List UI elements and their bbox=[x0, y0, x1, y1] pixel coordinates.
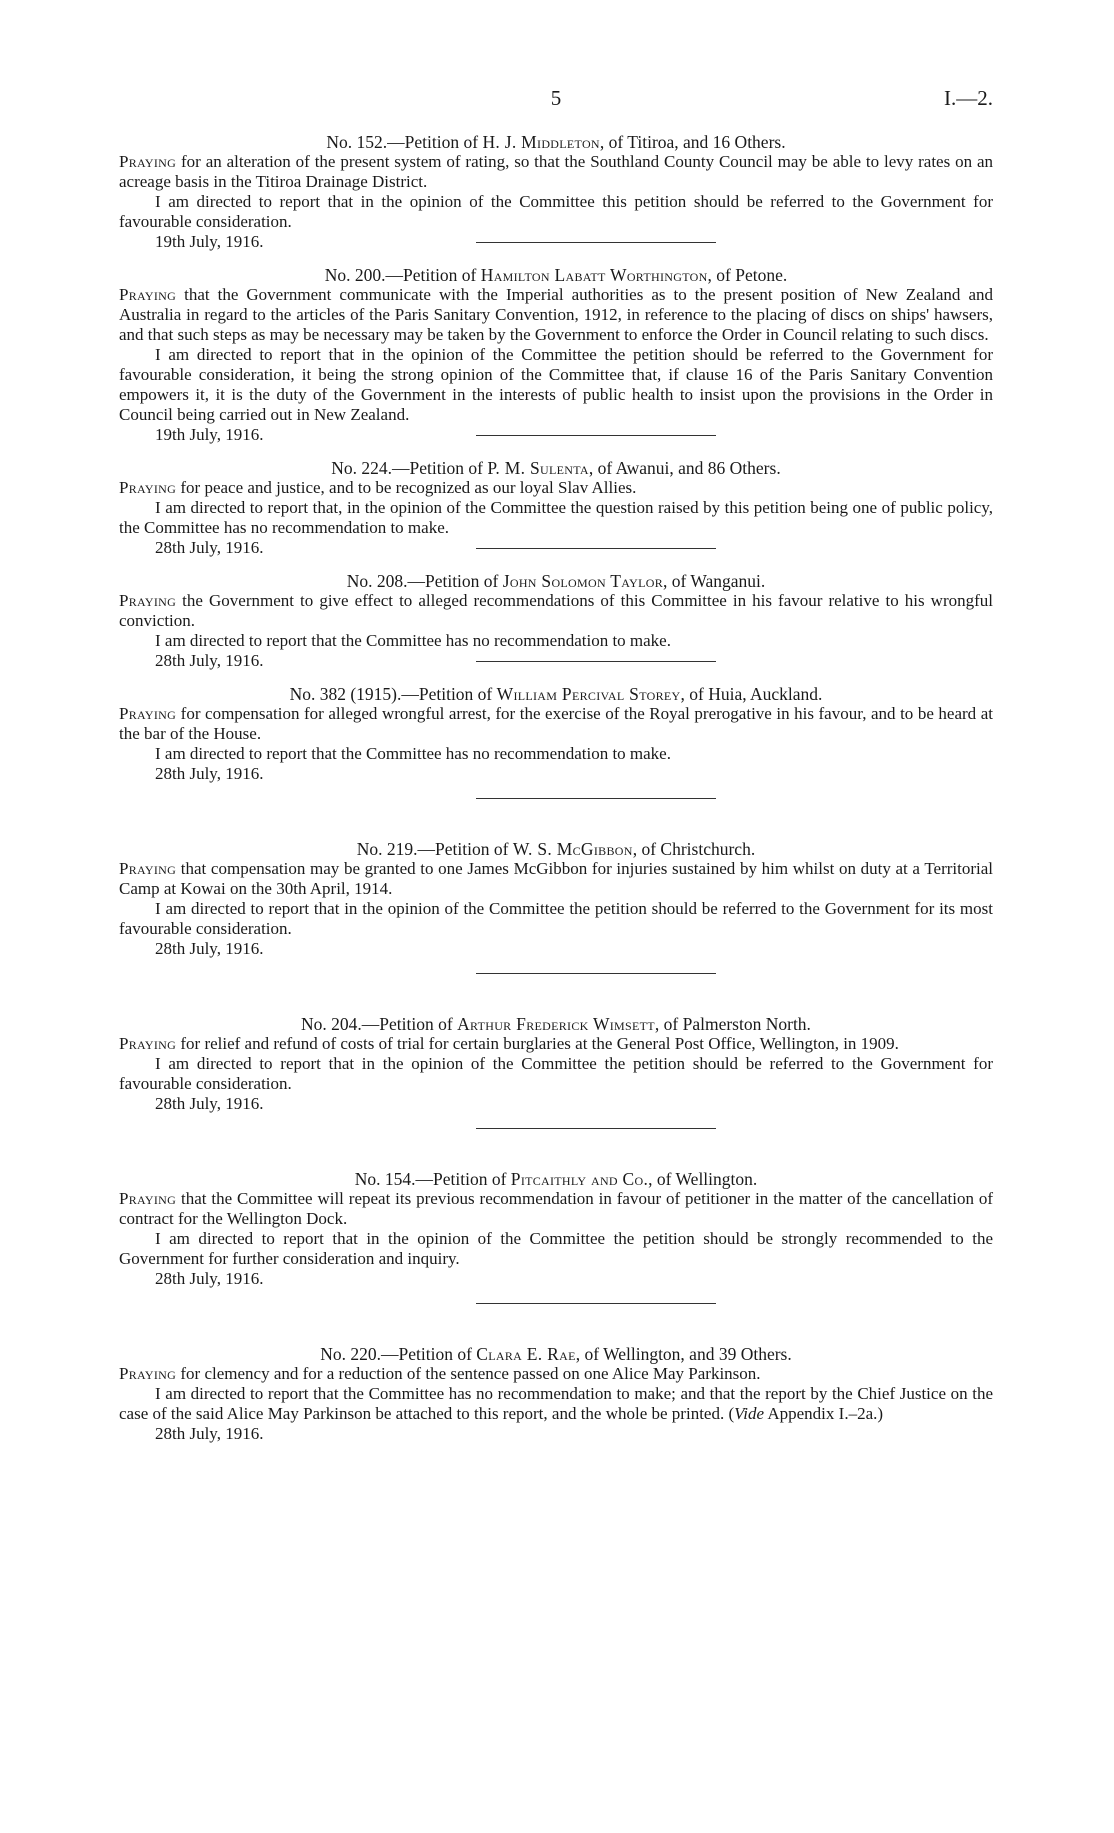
petition-heading: No. 224.—Petition of P. M. Sulenta, of Awanui, and 86 Others. bbox=[331, 458, 781, 478]
section-divider bbox=[476, 1303, 716, 1304]
praying-paragraph: Praying that the Government communicate with the Imperial authorities as to the present position of New Zealand and Australia in regard to the articles of the Paris Sanitary Convention, 1912, in reference to the placing of discs on ships' hawsers, and that such steps as may be necessary may be taken by the Government to enforce the Order in Council relating to such discs. bbox=[119, 285, 993, 344]
report-date: 28th July, 1916. bbox=[155, 939, 264, 958]
report-date: 28th July, 1916. bbox=[155, 1269, 264, 1288]
petition-heading: No. 208.—Petition of John Solomon Taylor, of Wanganui. bbox=[346, 571, 766, 591]
page-header bbox=[119, 86, 993, 116]
petitions-list bbox=[119, 132, 993, 1444]
petitioner-name: Pitcaithly and Co. bbox=[510, 1169, 649, 1189]
petitioner-name: William Percival Storey bbox=[496, 684, 681, 704]
page-number: 5 bbox=[550, 86, 562, 110]
report-paragraph: I am directed to report that the Committee has no recommendation to make. bbox=[155, 744, 671, 763]
report-paragraph: I am directed to report that in the opinion of the Committee the petition should be strongly recommended to the Government for further consideration and inquiry. bbox=[119, 1229, 993, 1268]
petition-heading: No. 152.—Petition of H. J. Middleton, of Titiroa, and 16 Others. bbox=[326, 132, 786, 152]
report-date: 28th July, 1916. bbox=[155, 538, 264, 557]
document-reference: I.—2. bbox=[944, 86, 993, 110]
section-divider bbox=[476, 242, 716, 243]
petitioner-name: John Solomon Taylor bbox=[502, 571, 664, 591]
praying-paragraph: Praying for relief and refund of costs of trial for certain burglaries at the General Post Office, Wellington, in 1909. bbox=[119, 1034, 899, 1053]
section-divider bbox=[476, 661, 716, 662]
section-divider bbox=[476, 548, 716, 549]
report-date: 28th July, 1916. bbox=[155, 651, 264, 670]
petition-heading: No. 200.—Petition of Hamilton Labatt Worthington, of Petone. bbox=[324, 265, 788, 285]
petition-heading: No. 219.—Petition of W. S. McGibbon, of Christchurch. bbox=[356, 839, 756, 859]
report-date: 28th July, 1916. bbox=[155, 764, 264, 783]
report-date: 28th July, 1916. bbox=[155, 1424, 264, 1443]
petitioner-name: W. S. McGibbon bbox=[512, 839, 633, 859]
petition-entry bbox=[119, 1344, 993, 1444]
petitioner-name: Hamilton Labatt Worthington bbox=[480, 265, 708, 285]
petition-entry bbox=[119, 1014, 993, 1129]
petition-heading: No. 204.—Petition of Arthur Frederick Wimsett, of Palmerston North. bbox=[301, 1014, 811, 1034]
petitioner-name: H. J. Middleton bbox=[482, 132, 600, 152]
praying-paragraph: Praying that compensation may be granted to one James McGibbon for injuries sustained by him whilst on duty at a Territorial Camp at Kowai on the 30th April, 1914. bbox=[119, 859, 993, 898]
report-paragraph: I am directed to report that in the opinion of the Committee the petition should be referred to the Government for its most favourable consideration. bbox=[119, 899, 993, 938]
petitioner-name: Clara E. Rae bbox=[476, 1344, 576, 1364]
petition-entry bbox=[119, 1169, 993, 1304]
section-divider bbox=[476, 1128, 716, 1129]
petition-entry bbox=[119, 265, 993, 444]
report-paragraph: I am directed to report that in the opinion of the Committee this petition should be referred to the Government for favourable consideration. bbox=[119, 192, 993, 231]
report-paragraph: I am directed to report that the Committee has no recommendation to make. bbox=[155, 631, 671, 650]
praying-paragraph: Praying for compensation for alleged wrongful arrest, for the exercise of the Royal prerogative in his favour, and to be heard at the bar of the House. bbox=[119, 704, 993, 743]
petition-heading: No. 382 (1915).—Petition of William Percival Storey, of Huia, Auckland. bbox=[289, 684, 823, 704]
praying-paragraph: Praying for peace and justice, and to be recognized as our loyal Slav Allies. bbox=[119, 478, 637, 497]
petitioner-name: P. M. Sulenta bbox=[487, 458, 589, 478]
petition-entry bbox=[119, 839, 993, 974]
praying-paragraph: Praying the Government to give effect to alleged recommendations of this Committee in his favour relative to his wrongful conviction. bbox=[119, 591, 993, 630]
praying-paragraph: Praying for clemency and for a reduction of the sentence passed on one Alice May Parkinson. bbox=[119, 1364, 761, 1383]
petition-entry bbox=[119, 458, 993, 557]
praying-paragraph: Praying for an alteration of the present system of rating, so that the Southland County Council may be able to levy rates on an acreage basis in the Titiroa Drainage District. bbox=[119, 152, 993, 191]
report-paragraph: I am directed to report that, in the opinion of the Committee the question raised by this petition being one of public policy, the Committee has no recommendation to make. bbox=[119, 498, 993, 537]
section-divider bbox=[476, 973, 716, 974]
praying-paragraph: Praying that the Committee will repeat its previous recommendation in favour of petitioner in the matter of the cancellation of contract for the Wellington Dock. bbox=[119, 1189, 993, 1228]
section-divider bbox=[476, 798, 716, 799]
petitioner-name: Arthur Frederick Wimsett bbox=[457, 1014, 655, 1034]
report-date: 28th July, 1916. bbox=[155, 1094, 264, 1113]
report-date: 19th July, 1916. bbox=[155, 425, 264, 444]
report-paragraph: I am directed to report that in the opinion of the Committee the petition should be referred to the Government for favourable consideration, it being the strong opinion of the Committee that, if clause 16 of the Paris Sanitary Convention empowers it, it is the duty of the Government in the interests of public health to insist upon the provisions in the Order in Council being carried out in New Zealand. bbox=[119, 345, 993, 424]
petition-entry bbox=[119, 132, 993, 251]
petition-entry bbox=[119, 571, 993, 670]
petition-heading: No. 220.—Petition of Clara E. Rae, of Wellington, and 39 Others. bbox=[320, 1344, 792, 1364]
report-paragraph: I am directed to report that the Committee has no recommendation to make; and that the report by the Chief Justice on the case of the said Alice May Parkinson be attached to this report, and the whole be printed. (Vide Appendix I.–2a.) bbox=[119, 1384, 993, 1423]
petition-entry bbox=[119, 684, 993, 799]
section-divider bbox=[476, 435, 716, 436]
report-paragraph: I am directed to report that in the opinion of the Committee the petition should be referred to the Government for favourable consideration. bbox=[119, 1054, 993, 1093]
report-date: 19th July, 1916. bbox=[155, 232, 264, 251]
petition-heading: No. 154.—Petition of Pitcaithly and Co., of Wellington. bbox=[354, 1169, 758, 1189]
